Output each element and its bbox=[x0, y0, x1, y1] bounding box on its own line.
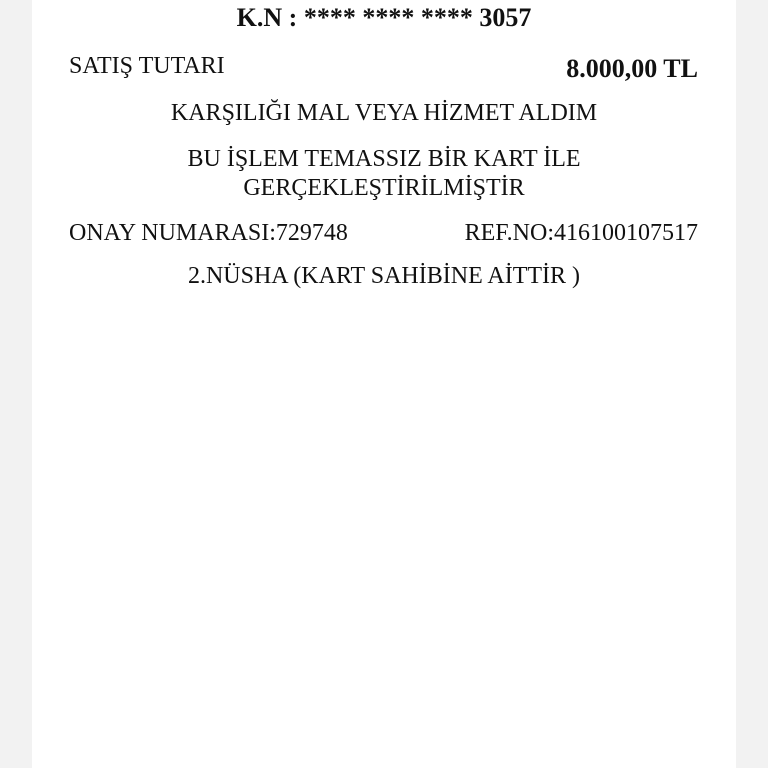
copy-note: 2.NÜSHA (KART SAHİBİNE AİTTİR ) bbox=[187, 263, 581, 289]
card-number: K.N : **** **** **** 3057 bbox=[236, 3, 532, 32]
goods-received-text: KARŞILIĞI MAL VEYA HİZMET ALDIM bbox=[170, 100, 598, 126]
sale-amount-label: SATIŞ TUTARI bbox=[69, 53, 225, 79]
receipt-paper bbox=[32, 0, 736, 768]
approval-number: ONAY NUMARASI:729748 bbox=[69, 220, 348, 246]
sale-amount-value: 8.000,00 TL bbox=[566, 54, 698, 83]
ref-number: REF.NO:416100107517 bbox=[464, 220, 698, 246]
contactless-line-2: GERÇEKLEŞTİRİLMİŞTİR bbox=[243, 175, 525, 201]
contactless-line-1: BU İŞLEM TEMASSIZ BİR KART İLE bbox=[187, 146, 581, 172]
